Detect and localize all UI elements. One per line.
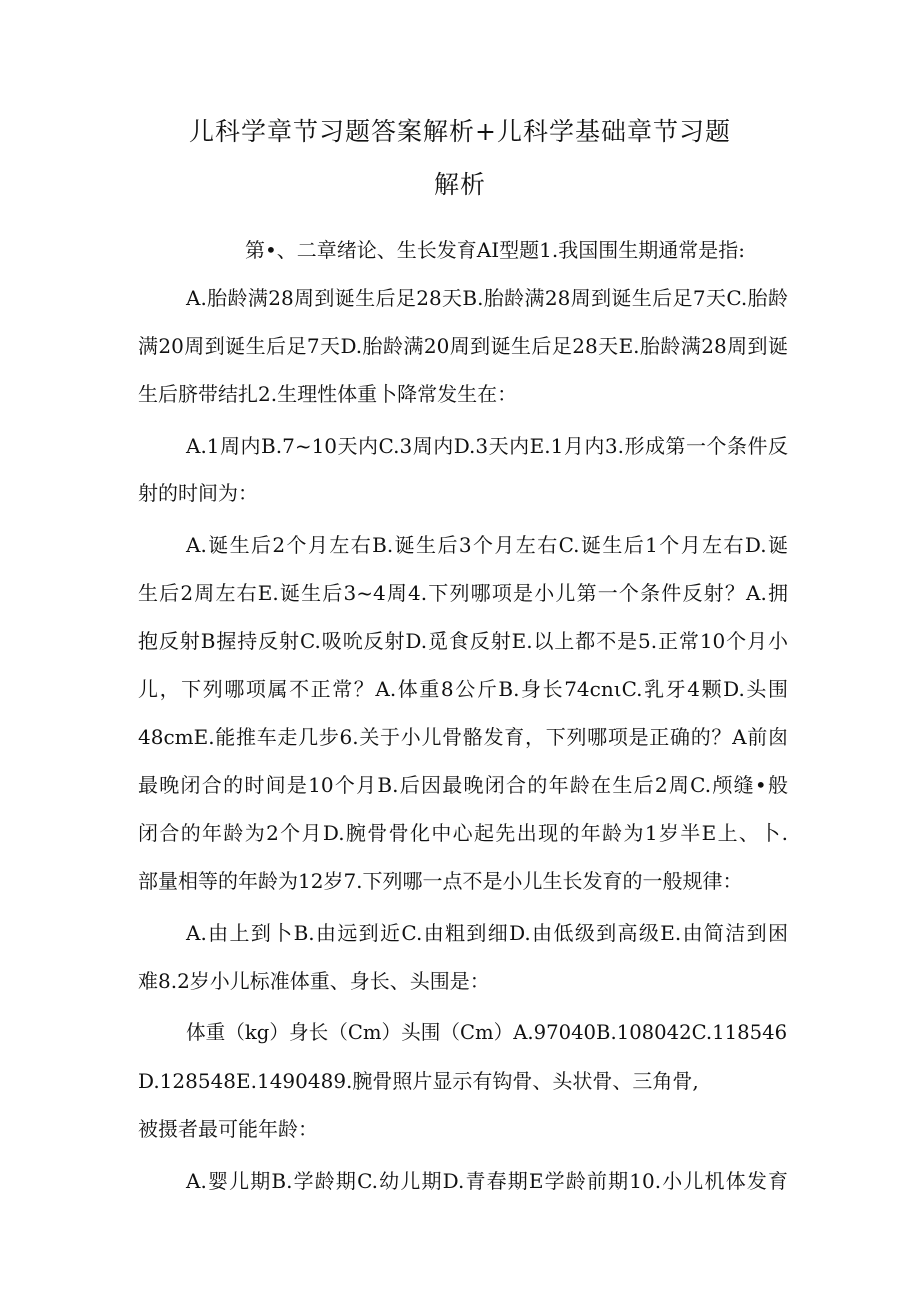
body-line: 生后脐带结扎2.生理性体重卜降常发生在： bbox=[138, 382, 518, 406]
body-line: 体重（kg）身长（Cm）头围（Cm）A.97040B.108042C.118546 bbox=[186, 1021, 788, 1044]
body-line: 满20周到诞生后足7天D.胎龄满20周到诞生后足28天E.胎龄满28周到诞 bbox=[138, 334, 788, 358]
body-line: A.1周内B.7~10天内C.3周内D.3天内E.1月内3.形成第一个条件反 bbox=[186, 434, 788, 458]
body-line: D.128548E.1490489.腕骨照片显示有钩骨、头状骨、三角骨, bbox=[138, 1069, 699, 1093]
body-line: 闭合的年龄为2个月D.腕骨骨化中心起先出现的年龄为1岁半E上、卜. bbox=[138, 821, 788, 845]
body-line: 难8.2岁小儿标准体重、身长、头围是： bbox=[138, 969, 490, 993]
body-line: 射的时间为： bbox=[138, 481, 258, 505]
body-line: A.由上到卜B.由远到近C.由粗到细D.由低级到高级E.由简洁到困 bbox=[186, 921, 788, 945]
body-line: 最晚闭合的时间是10个月B.后因最晚闭合的年龄在生后2周C.颅缝•般 bbox=[138, 773, 788, 797]
body-line: 生后2周左右E.诞生后3~4周4.下列哪项是小儿第一个条件反射？A.拥 bbox=[138, 581, 788, 605]
body-line: A.婴儿期B.学龄期C.幼儿期D.青春期E学龄前期10.小儿机体发育 bbox=[186, 1169, 788, 1193]
body-line: 48cmE.能推车走几步6.关于小儿骨骼发育，下列哪项是正确的？A前囱 bbox=[138, 725, 788, 749]
body-line: 被摄者最可能年龄： bbox=[138, 1117, 318, 1141]
body-line: A.诞生后2个月左右B.诞生后3个月左右C.诞生后1个月左右D.诞 bbox=[186, 533, 788, 557]
body-line: A.胎龄满28周到诞生后足28天B.胎龄满28周到诞生后足7天C.胎龄 bbox=[186, 286, 788, 310]
body-line: 第•、二章绪论、生长发育AI型题1.我国围生期通常是指: bbox=[245, 238, 745, 262]
body-line: 抱反射B握持反射C.吸吮反射D.觅食反射E.以上都不是5.正常10个月小 bbox=[138, 629, 788, 653]
body-line: 儿，下列哪项属不正常？A.体重8公斤B.身长74cnιC.乳牙4颗D.头围 bbox=[138, 677, 788, 701]
body-line: 部量相等的年龄为12岁7.下列哪一点不是小儿生长发育的一般规律： bbox=[138, 869, 743, 893]
document-title-line-1: 儿科学章节习题答案解析+儿科学基础章节习题 bbox=[189, 117, 731, 146]
document-title-line-2: 解析 bbox=[433, 170, 486, 199]
